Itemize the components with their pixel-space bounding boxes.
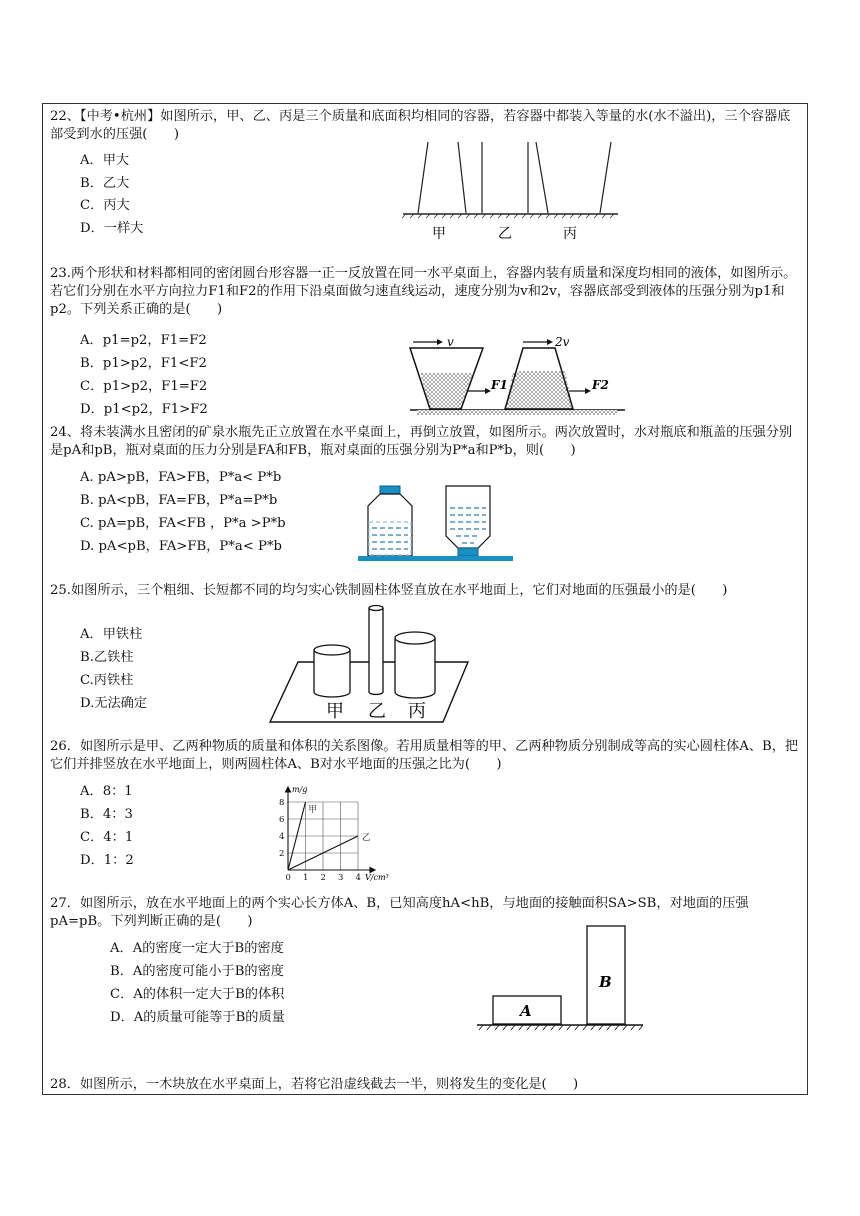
x-tick-label: 3 <box>338 873 344 883</box>
question-24-stem: 24、将未装满水且密闭的矿泉水瓶先正立放置在水平桌面上，再倒立放置，如图所示。两次放置时，水对瓶底和瓶盖的压强分别是pA和pB，瓶对桌面的压力分别是FA和FB，瓶对桌面的压强分别为P*a和P*b，则( ) <box>50 425 793 458</box>
x-tick-label: 2 <box>320 873 326 883</box>
option-a: A. pA>pB，FA>FB，P*a< P*b <box>80 470 282 485</box>
label-f1: F1 <box>491 378 508 392</box>
option-b: B．乙大 <box>80 176 130 191</box>
containers-figure <box>398 138 623 244</box>
option-d: D．1：2 <box>80 853 134 868</box>
option-b: B．4：3 <box>80 807 133 822</box>
option-a: A．A的密度一定大于B的密度 <box>110 941 284 956</box>
question-28-stem: 28．如图所示，一木块放在水平桌面上，若将它沿虚线截去一半，则将发生的变化是( ) <box>50 1077 579 1092</box>
label-2v: 2v <box>555 335 570 349</box>
x-axis-arrow <box>370 868 375 873</box>
question-26-stem: 26．如图所示是甲、乙两种物质的质量和体积的关系图像。若用质量相等的甲、乙两种物质分别制成等高的实心圆柱体A、B，把它们并排竖放在水平地面上，则两圆柱体A、B对水平地面的压强之比为( ) <box>50 739 799 772</box>
label-b: B <box>599 973 612 991</box>
option-d: D. pA<pB，FA>FB，P*a< P*b <box>80 539 282 554</box>
label-yi: 乙 <box>368 701 386 722</box>
blocks-figure <box>475 922 645 1034</box>
x-tick-label: 1 <box>303 873 309 883</box>
option-d: D．A的质量可能等于B的质量 <box>110 1010 285 1025</box>
x-tick-label: 4 <box>355 873 361 883</box>
series-label-jia: 甲 <box>308 805 318 815</box>
option-b: B．A的密度可能小于B的密度 <box>110 964 284 979</box>
option-a: A．p1=p2，F1=F2 <box>80 333 207 348</box>
option-c: C．丙大 <box>80 198 130 213</box>
y-tick-label: 6 <box>279 815 285 825</box>
label-f2: F2 <box>592 378 609 392</box>
x-axis-label: V/cm³ <box>365 873 389 882</box>
option-a: A．甲铁柱 <box>80 627 143 642</box>
y-tick-label: 8 <box>279 798 285 808</box>
question-27-stem: 27．如图所示，放在水平地面上的两个实心长方体A、B，已知高度hA<hB，与地面的接触面积SA>SB，对地面的压强pA=pB。下列判断正确的是( ) <box>50 896 749 929</box>
bottles-figure <box>358 484 518 564</box>
iron-cylinders-figure <box>268 600 473 725</box>
option-a: A．8：1 <box>80 784 133 799</box>
option-c: C.丙铁柱 <box>80 673 134 688</box>
option-b: B.乙铁柱 <box>80 650 134 665</box>
option-d: D．p1<p2，F1>F2 <box>80 402 208 417</box>
question-25-stem: 25.如图所示，三个粗细、长短都不同的均匀实心铁制圆柱体竖直放在水平地面上，它们对地面的压强最小的是( ) <box>50 583 728 598</box>
label-yi: 乙 <box>498 226 512 242</box>
series-label-yi: 乙 <box>362 833 371 843</box>
option-d: D.无法确定 <box>80 696 148 711</box>
y-axis-arrow <box>286 787 291 792</box>
question-22-stem: 22、【中考•杭州】如图所示，甲、乙、丙是三个质量和底面积均相同的容器，若容器中都装入等量的水(水不溢出)，三个容器底部受到水的压强( ) <box>50 109 791 142</box>
label-bing: 丙 <box>563 226 577 242</box>
label-jia: 甲 <box>432 226 446 242</box>
x-tick-label: 0 <box>285 873 291 883</box>
option-d: D．一样大 <box>80 221 144 236</box>
y-axis-label: m/g <box>292 785 308 794</box>
frustum-containers-figure <box>405 333 630 418</box>
y-tick-label: 2 <box>279 849 285 859</box>
option-c: C．p1>p2，F1=F2 <box>80 379 208 394</box>
option-b: B. pA<pB，FA=FB，P*a=P*b <box>80 493 278 508</box>
option-c: C．A的体积一定大于B的体积 <box>110 987 285 1002</box>
option-b: B．p1>p2，F1<F2 <box>80 356 207 371</box>
label-a: A <box>520 1002 532 1020</box>
option-c: C．4：1 <box>80 830 134 845</box>
mass-volume-chart <box>270 784 395 884</box>
label-bing: 丙 <box>408 701 426 722</box>
y-tick-label: 4 <box>279 832 285 842</box>
option-c: C. pA=pB，FA<FB ，P*a >P*b <box>80 516 286 531</box>
option-a: A．甲大 <box>80 153 130 168</box>
label-jia: 甲 <box>326 701 344 722</box>
question-23-stem: 23.两个形状和材料都相同的密闭圆台形容器一正一反放置在同一水平桌面上，容器内装有质量和深度均相同的液体，如图所示。若它们分别在水平方向拉力F1和F2的作用下沿桌面做匀速直线运动，速度分别为v和2v，容器底部受到液体的压强分别为p1和p2。下列关系正确的是( ) <box>50 266 797 317</box>
label-v: v <box>447 335 454 349</box>
